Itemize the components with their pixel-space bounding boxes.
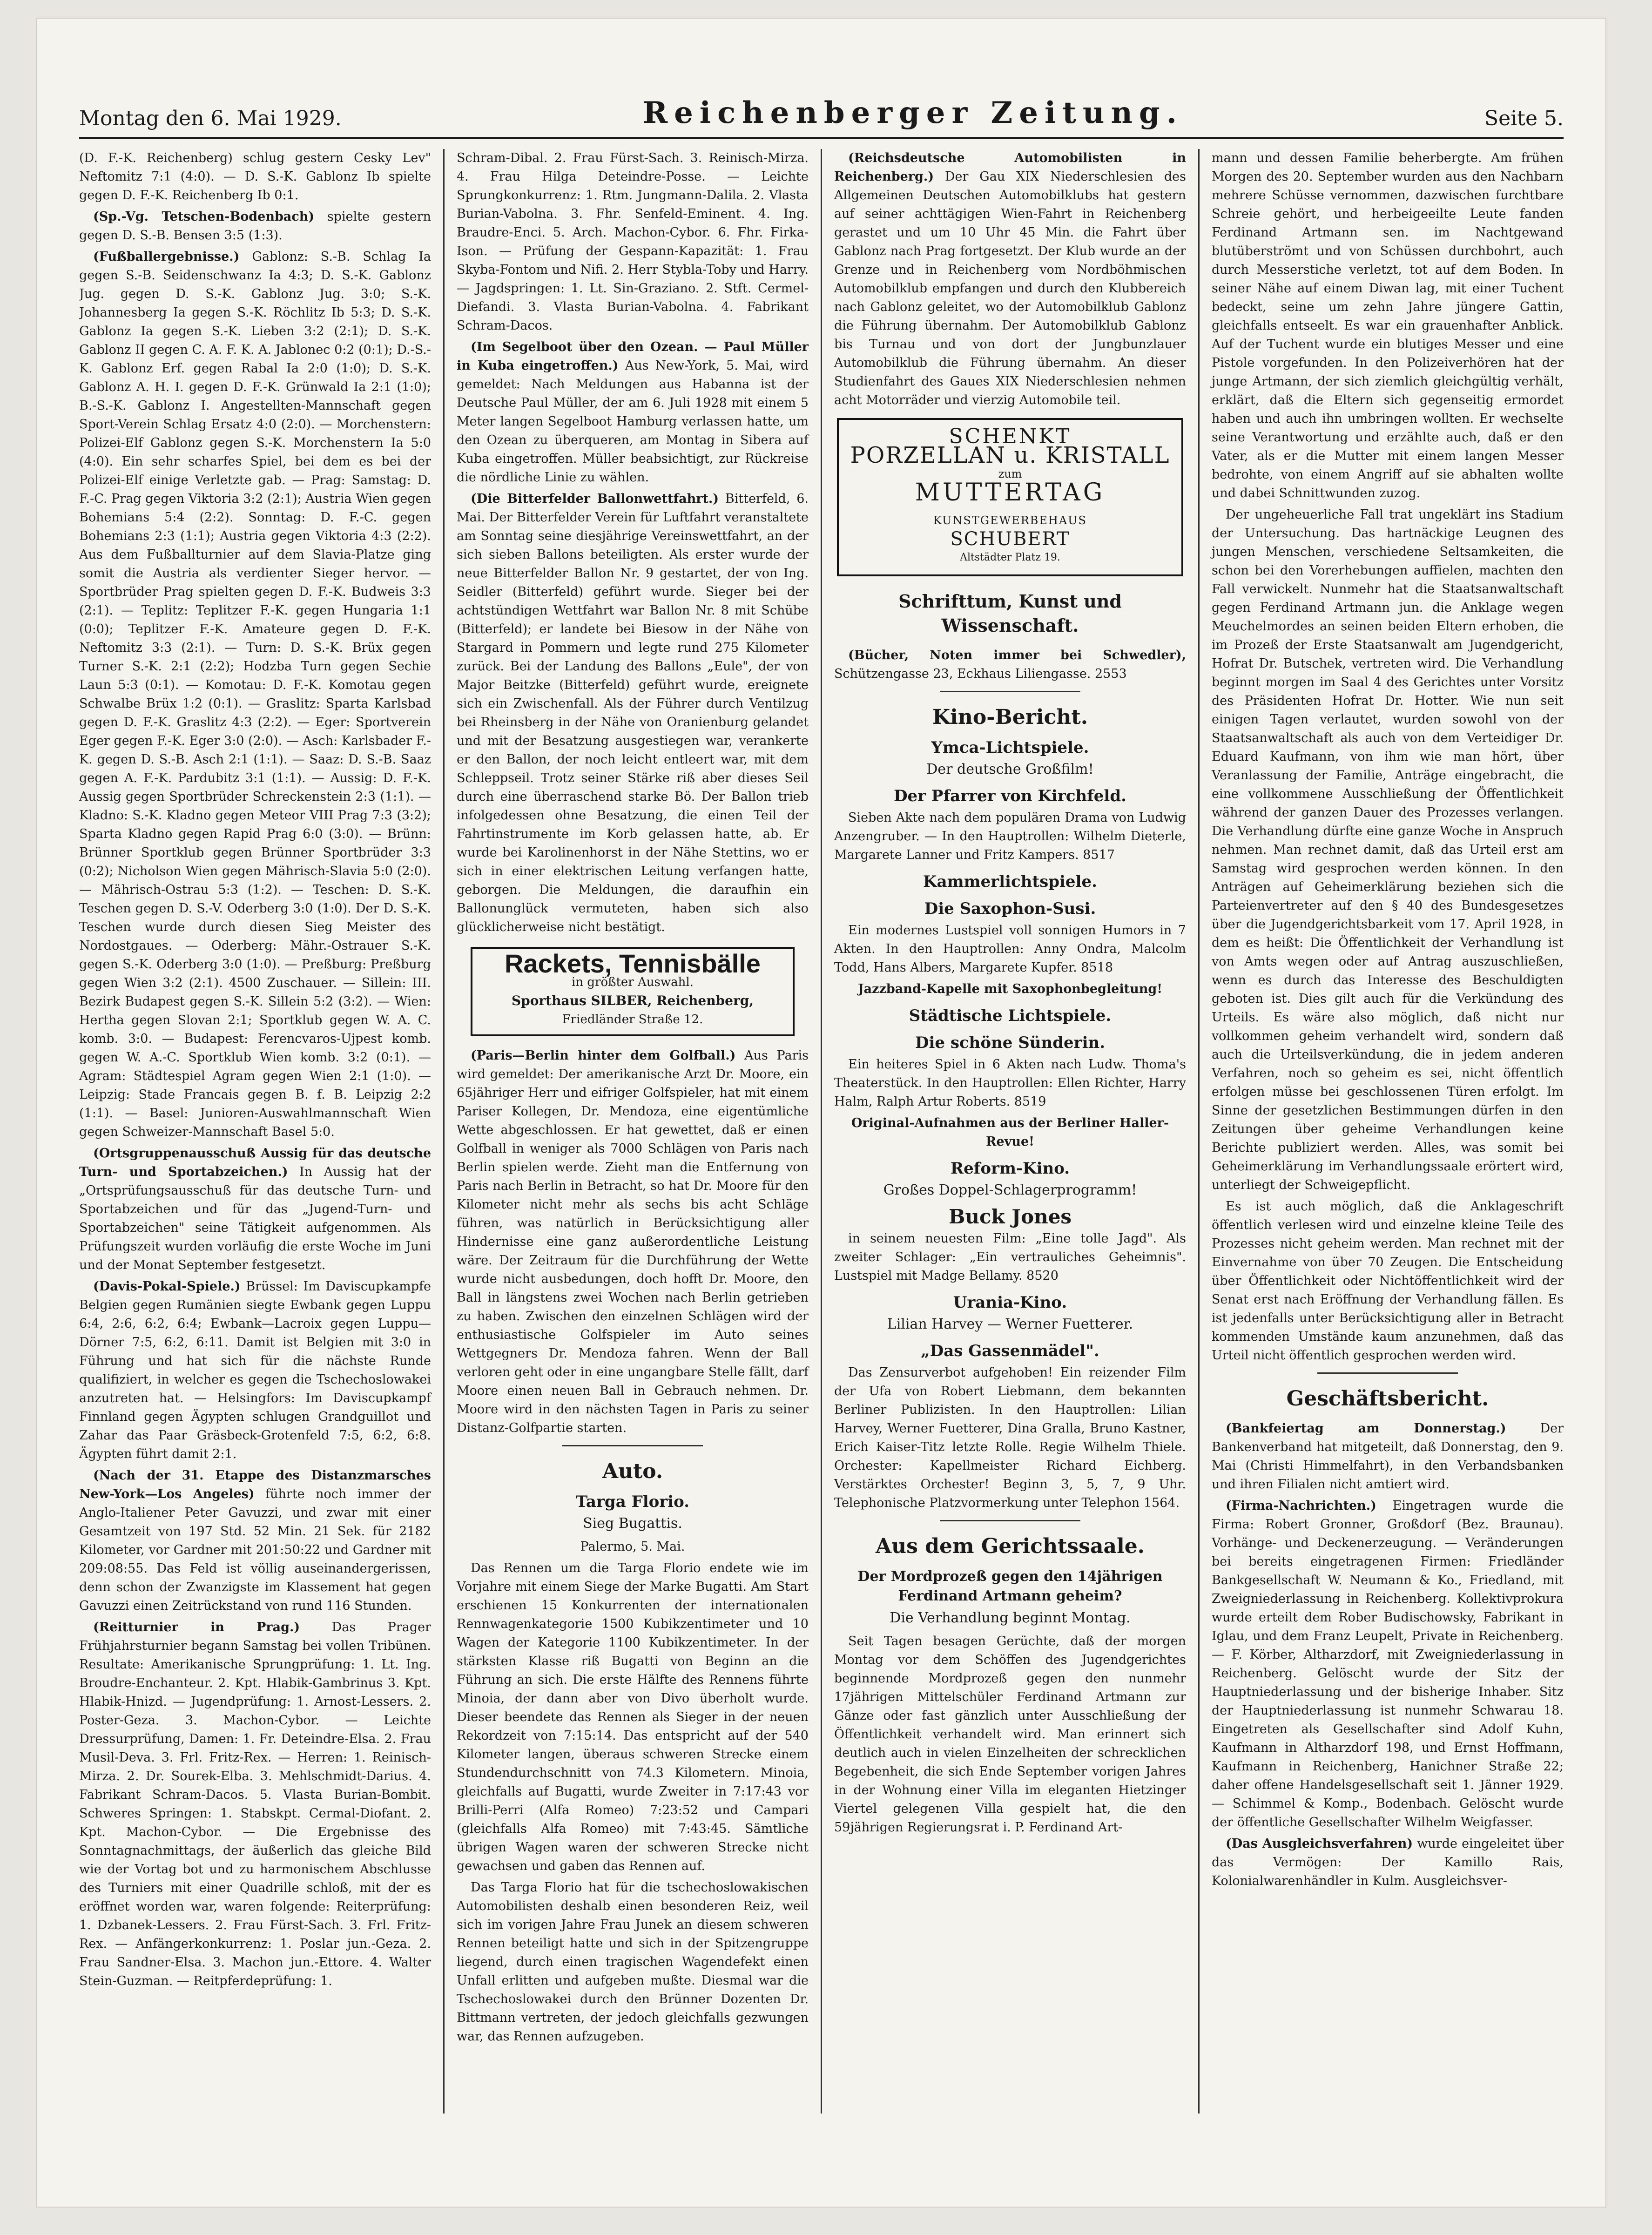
article-lead: (Sp.-Vg. Tetschen-Bodenbach) xyxy=(93,209,315,224)
film-title: Buck Jones xyxy=(948,1205,1072,1228)
article-text: Das Prager Frühjahrsturnier begann Samstag bei vollen Tribünen. Resultate: Amerikanische Sprungprüfung: 1. Lt. Ing. Broudre-Enchanteur. 2. Kpt. Hlabik-Gambrinus 3. Kpt. Hlabik-Hnizd. — Jugendprüfung: 1. Arnost-Lessers. 2. Poster-Geza. 3. Machon-Cybor. — Leichte Dressurprüfung, Damen: 1. Fr. Deteindre-Elsa. 2. Frau Musil-Deva. 3. Frl. Fritz-Rex. — Herren: 1. Reinisch-Mirza. 2. Dr. Sourek-Elba. 3. Mehlschmidt-Darius. 4. Fabrikant Schram-Dacos. 5. Vlasta Burian-Bombit. Schweres Springen: 1. Stabskpt. Cermal-Diofant. 2. Kpt. Machon-Cybor. — Die Ergebnisse des Sonntagnachmittags, der äußerlich das gleiche Bild wie der Vortag bot und zu harmonischem Abschlusse des Turniers mit einer Quadrille schloß, mit der es eröffnet worden war, waren folgende: Reiterprüfung: 1. Dzbanek-Lessers. 2. Frau Fürst-Sach. 3. Frl. Fritz-Rex. — Anfängerkonkurrenz: 1. Poslar jun.-Geza. 2. Frau Sandner-Elsa. 3. Machon jun.-Ettore. 4. Walter Stein-Guzman. — Reitpferdeprüfung: 1. xyxy=(79,1620,431,1988)
article-text: Der Gau XIX Niederschlesien des Allgemeinen Deutschen Automobilklubs hat gestern auf seiner achttägigen Wien-Fahrt in Reichenberg gerastet und um 10 Uhr 45 Min. die Fahrt über Gablonz nach Prag fortgesetzt. Der Klub wurde an der Grenze und in Reichenberg vom Nordböhmischen Automobilklub empfangen und durch den Klubbereich nach Gablonz geleitet, wo der Automobilklub Gablonz die Führung übernahm. Der Automobilklub Gablonz bis Turnau und von dort der Jungbunzlauer Automobilklub die Führung übernahm. An dieser Studienfahrt des Gaues XIX Niederschlesien nehmen acht Motorräder und vierzig Automobile teil. xyxy=(834,169,1186,407)
column-3 xyxy=(821,149,1198,2113)
article-text: Aus Paris wird gemeldet: Der amerikanische Arzt Dr. Moore, ein 65jähriger Herr und eifriger Golfspieler, hat mit einem Pariser Kollegen, Dr. Mendoza, eine eigentümliche Wette abgeschlossen. Er hat gewettet, daß er einen Golfball in weniger als 7000 Schlägen von Paris nach Berlin spielen werde. Zieht man die Entfernung von Paris nach Berlin in Betracht, so hat Dr. Moore für den Kilometer nicht mehr als sechs bis acht Schläge führen, was natürlich in Berücksichtigung aller Hindernisse eine ganz außerordentliche Leistung wäre. Der Zeitraum für die Durchführung der Wette wurde nicht ausbedungen, doch hofft Dr. Moore, den Ball in längstens zwei Wochen nach Berlin getrieben zu haben. Zwischen den einzelnen Schlägen wird der enthusiastische Golfspieler im Auto seines Wettgegners Dr. Mendoza fahren. Wenn der Ball verloren geht oder in eine ungangbare Stelle fällt, darf Moore einen neuen Ball in Gebrauch nehmen. Dr. Moore wird in den nächsten Tagen in Paris zu seiner Distanz-Golfpartie starten. xyxy=(457,1048,809,1435)
article-dateline: Palermo, 5. Mai. xyxy=(580,1540,685,1554)
cinema-name: Reform-Kino. xyxy=(950,1159,1070,1178)
article-paragraph: Das Targa Florio hat für die tschechoslowakischen Automobilisten deshalb einen besonderen Reiz, weil sich im vorigen Jahre Frau Junek an diesem schweren Rennen beteiligt hatte und sich in der Spitzengruppe liegend, durch einen tragischen Wagendefekt einen Unfall erlitten und aufgeben mußte. Diesmal war die Tschechoslowakei durch den Brünner Dozenten Dr. Bittmann vertreten, der jedoch gleichfalls gezwungen war, das Rennen aufzugeben. xyxy=(457,1880,809,2044)
article-lead: (Reichsdeutsche Automobilisten in Reichenberg.) xyxy=(834,151,1186,184)
cinema-text: in seinem neuesten Film: „Eine tolle Jagd". Als zweiter Schlager: „Ein vertrauliches Geheimnis". Lustspiel mit Madge Bellamy. 8520 xyxy=(834,1231,1186,1283)
section-heading-schrifttum: Schrifttum, Kunst und Wissenschaft. xyxy=(898,591,1122,636)
cinema-extra: Jazzband-Kapelle mit Saxophonbegleitung! xyxy=(857,982,1163,996)
section-divider xyxy=(562,1445,703,1446)
section-heading-kino: Kino-Bericht. xyxy=(932,705,1088,729)
article-paragraph: Seit Tagen besagen Gerüchte, daß der morgen Montag vor dem Schöffen des Jugendgerichtes beginnende Mordprozeß gegen den nunmehr 17jährigen Mittelschüler Ferdinand Artmann zur Gänze oder fast gänzlich unter Ausschließung der Öffentlichkeit verhandelt wird. Man erinnert sich deutlich auch in vielen Einzelheiten der schrecklichen Begebenheit, die sich Ende September vorigen Jahres in der Wohnung einer Villa im eleganten Hietzinger Viertel gelegenen Villa gespielt hat, die den 59jährigen Regierungsrat i. P. Ferdinand Art- xyxy=(834,1634,1186,1835)
section-divider xyxy=(940,691,1080,692)
article-lead: (Ortsgruppenausschuß Aussig für das deutsche Turn- und Sportabzeichen.) xyxy=(79,1146,431,1179)
cinema-text: Sieben Akte nach dem populären Drama von Ludwig Anzengruber. — In den Hauptrollen: Wilhelm Dieterle, Margarete Lanner und Fritz Kampers. 8517 xyxy=(834,810,1186,862)
article-text: Der Bankenverband hat mitgeteilt, daß Donnerstag, den 9. Mai (Christi Himmelfahrt), in den Verbandsbanken und ihren Filialen nicht amtiert wird. xyxy=(1212,1421,1564,1492)
article-paragraph xyxy=(1212,1497,1564,1832)
article-paragraph: (D. F.-K. Reichenberg) schlug gestern Cesky Lev" Neftomitz 7:1 (4:0). — D. S.-K. Gablonz Ib spielte gegen D. F.-K. Reichenberg Ib 0:1. xyxy=(79,151,431,203)
article-text: Schützengasse 23, Eckhaus Liliengasse. 2553 xyxy=(834,667,1127,681)
cinema-name: Ymca-Lichtspiele. xyxy=(931,738,1089,757)
article-lead: (Nach der 31. Etappe des Distanzmarsches New-York—Los Angeles) xyxy=(79,1468,431,1501)
article-paragraph xyxy=(79,208,431,245)
ad-line: PORZELLAN u. KRISTALL xyxy=(850,442,1170,468)
film-title: Die schöne Sünderin. xyxy=(915,1033,1106,1052)
article-paragraph xyxy=(79,1277,431,1464)
article-paragraph xyxy=(79,248,431,1141)
article-lead: (Reitturnier in Prag.) xyxy=(93,1620,300,1634)
page-number: Seite 5. xyxy=(1484,107,1564,130)
article-paragraph xyxy=(79,1618,431,1991)
column-1 xyxy=(79,149,443,2113)
article-headline: Der Mordprozeß gegen den 14jährigen Ferdinand Artmann geheim? xyxy=(857,1568,1163,1604)
ad-headline: Rackets, Tennisbälle xyxy=(505,949,761,978)
column-2 xyxy=(443,149,821,2113)
article-lead: (Firma-Nachrichten.) xyxy=(1226,1499,1376,1513)
film-title: Der Pfarrer von Kirchfeld. xyxy=(894,787,1126,805)
article-paragraph: Es ist auch möglich, daß die Anklageschrift öffentlich verlesen wird und einzelne kleine Teile des Prozesses nicht geheim werden. Man rechnet mit der Einvernahme von über 70 Zeugen. Die Entscheidung über Öffentlichkeit oder Nichtöffentlichkeit wird der Senat erst nach Eröffnung der Verhandlung fällen. Es ist jedenfalls unter Berücksichtigung aller in Betracht kommenden Umstände kaum anzunehmen, daß das Urteil nicht öffentlich gesprochen werden wird. xyxy=(1212,1199,1564,1363)
cinema-text: Ein modernes Lustspiel voll sonnigen Humors in 7 Akten. In den Hauptrollen: Anny Ondra, Malcolm Todd, Hans Albers, Margarete Kupfer. 8518 xyxy=(834,923,1186,975)
cinema-name: Urania-Kino. xyxy=(953,1293,1067,1312)
cinema-text: Ein heiteres Spiel in 6 Akten nach Ludw. Thoma's Theaterstück. In den Hauptrollen: Ellen Richter, Harry Halm, Ralph Artur Roberts. 8519 xyxy=(834,1057,1186,1109)
ad-subtitle: in größter Auswahl. xyxy=(572,975,694,989)
article-paragraph xyxy=(457,490,809,937)
article-paragraph xyxy=(834,646,1186,683)
ad-line: SCHUBERT xyxy=(950,528,1070,550)
article-paragraph xyxy=(79,1466,431,1615)
ad-line: zum xyxy=(998,467,1022,480)
muttertag-advertisement xyxy=(837,418,1183,576)
cinema-name: Städtische Lichtspiele. xyxy=(909,1006,1112,1025)
article-lead: (Fußballergebnisse.) xyxy=(93,250,240,264)
cinema-text: Das Zensurverbot aufgehoben! Ein reizender Film der Ufa von Robert Liebmann, dem bekannten Berliner Publizisten. In den Hauptrollen: Lilian Harvey, Werner Fuetterer, Dina Gralla, Bruno Kastner, Erich Kaiser-Titz letzte Rolle. Regie Wilhelm Thiele. Orchester: Kapellmeister Richard Eichberg. Verstärktes Orchester! Beginn 3, 5, 7, 9 Uhr. Telephonische Platzvormerkung unter Telephon 1564. xyxy=(834,1365,1186,1510)
article-text: In Aussig hat der „Ortsprüfungsausschuß für das deutsche Turn- und Sportabzeichen und für das „Jugend-Turn- und Sportabzeichen" seine Tätigkeit aufgenommen. Als Prüfungszeit wurden vorläufig die erste Woche im Juni und der Monat September festgesetzt. xyxy=(79,1165,431,1272)
cinema-subtitle: Großes Doppel-Schlagerprogramm! xyxy=(883,1182,1137,1198)
rackets-advertisement xyxy=(471,947,795,1036)
article-lead: (Bankfeiertag am Donnerstag.) xyxy=(1226,1421,1506,1436)
article-paragraph xyxy=(1212,1835,1564,1891)
film-title: „Das Gassenmädel". xyxy=(921,1342,1099,1360)
article-lead: (Die Bitterfelder Ballonwettfahrt.) xyxy=(471,492,719,506)
article-text: spielte gestern gegen D. S.-B. Bensen 3:5 (1:3). xyxy=(79,209,431,243)
article-paragraph xyxy=(457,1047,809,1438)
ad-address: Friedländer Straße 12. xyxy=(562,1013,703,1026)
article-paragraph: Schram-Dibal. 2. Frau Fürst-Sach. 3. Reinisch-Mirza. 4. Frau Hilga Deteindre-Posse. — Leichte Sprungkonkurrenz: 1. Rtm. Jungmann-Dalila. 2. Vlasta Burian-Vabolna. 3. Fhr. Senfeld-Eminent. 4. Ing. Braudre-Enci. 5. Arch. Machon-Cybor. 6. Fhr. Firka-Ison. — Prüfung der Gespann-Kapazität: 1. Frau Skyba-Fontom und Nifi. 2. Herr Stybla-Toby und Harry. — Jagdspringen: 1. Lt. Sin-Graziano. 2. Stft. Cermel-Diefandi. 3. Vlasta Burian-Vabolna. 4. Fabrikant Schram-Dacos. xyxy=(457,151,809,333)
article-paragraph: Der ungeheuerliche Fall trat ungeklärt ins Stadium der Untersuchung. Das hartnäckige Leugnen des jungen Menschen, verschiedene Seltsamkeiten, die schon bei den Vorerhebungen auffielen, machten den Fall verwickelt. Nunmehr hat die Staatsanwaltschaft gegen Ferdinand Artmann jun. die Anklage wegen Meuchelmordes an seinen beiden Eltern erhoben, die im Prozeß der Erste Staatsanwalt am Jugendgericht, Hofrat Dr. Butschek, vertreten wird. Die Verhandlung beginnt morgen im Saal 4 des Gerichtes unter Vorsitz des Präsidenten Hofrat Dr. Hotter. Wie nun seit einigen Tagen verlautet, wurden sowohl von der Staatsanwaltschaft als auch von dem Verteidiger Dr. Eduard Kaufmann, von ihm wie man hört, über Veranlassung der Familie, Anträge eingebracht, die eine vollkommene Ausschließung der Öffentlichkeit während der ganzen Dauer des Prozesses verlangen. Die Verhandlung dürfte eine ganze Woche in Anspruch nehmen. Man rechnet damit, daß das Urteil erst am Samstag wird gesprochen werden können. In den Anträgen auf Geheimerklärung beziehen sich die Parteienvertreter auf den § 40 des Bundesgesetzes über die Jugendgerichtsbarkeit vom 17. April 1928, in dem es heißt: Die Öffentlichkeit der Verhandlung ist von Amts wegen oder auf Antrag auszuschließen, wenn es durch das Interesse des Beschuldigten geboten ist. Dies gilt auch für die Verkündung des Urteils. Es wäre also möglich, daß nicht nur vollkommen geheim verhandelt wird, sondern daß auch die Urteilsverkündung, die in jedem anderen Verfahren, noch so geheim es sei, nicht öffentlich erfolgen müsse bei geschlossenen Türen erfolgt. Im Sinne der gesetzlichen Bestimmungen dürfen in den Zeitungen über geheime Verhandlungen keine Berichte publiziert werden. Alles, was somit bei Geheimerklärung im Verhandlungssaale erörtert wird, unterliegt der Schweigepflicht. xyxy=(1212,507,1564,1192)
issue-date: Montag den 6. Mai 1929. xyxy=(79,107,342,130)
masthead xyxy=(79,74,1564,139)
section-heading-auto: Auto. xyxy=(602,1459,663,1483)
article-lead: (Paris—Berlin hinter dem Golfball.) xyxy=(471,1048,736,1063)
article-subheadline: Die Verhandlung beginnt Montag. xyxy=(890,1610,1131,1626)
article-paragraph xyxy=(457,338,809,487)
article-subheadline: Sieg Bugattis. xyxy=(583,1515,682,1532)
ad-line: Altstädter Platz 19. xyxy=(960,552,1060,563)
article-paragraph xyxy=(79,1144,431,1275)
article-text: Brüssel: Im Daviscupkampfe Belgien gegen Rumänien siegte Ewbank gegen Luppu 6:4, 2:6, 6:2, 6:4; Ewbank—Lacroix gegen Luppu—Dörner 7:5, 6:2, 6:11. Damit ist Belgien mit 3:0 in Führung und hat sich für die nächste Runde qualifiziert, in welcher es gegen die Tschechoslowakei anzutreten hat. — Helsingfors: Im Daviscupkampf Finnland gegen Ägypten schlugen Grandguillot und Zahar das Paar Gräsbeck-Grotenfeld 7:5, 6:2, 6:8. Ägypten führt damit 2:1. xyxy=(79,1279,431,1461)
article-text: wurde eingeleitet über das Vermögen: Der Kamillo Rais, Kolonialwarenhändler in Kulm. Ausgleichsver- xyxy=(1212,1837,1564,1888)
ad-line: SCHENKT xyxy=(949,425,1072,448)
section-divider xyxy=(1317,1372,1458,1374)
article-text: Bitterfeld, 6. Mai. Der Bitterfelder Verein für Luftfahrt veranstaltete am Sonntag seine diesjährige Vereinswettfahrt, an der sich sieben Ballons beteiligten. Als erster wurde der neue Bitterfelder Ballon Nr. 9 gestartet, der von Ing. Seidler (Bitterfeld) geführt wurde. Sieger bei der achtstündigen Wettfahrt war Ballon Nr. 8 mit Schübe (Bitterfeld); er landete bei Biesow in der Nähe von Stargard in Pommern und legte rund 275 Kilometer zurück. Bei der Landung des Ballons „Eule", der von Major Beitzke (Bitterfeld) geführt wurde, ereignete sich ein Zwischenfall. Als der Führer durch Ventilzug bei Rheinsberg in der Nähe von Oranienburg gelandet und mit der Besatzung ausgestiegen war, verankerte er den Ballon, der noch leicht entleert war, mit dem Schleppseil. Trotz seiner Stärke riß aber dieses Seil durch eine überraschend starke Bö. Der Ballon trieb infolgedessen ohne Besatzung, die einen Teil der Fahrtinstrumente im Korb gelassen hatte, ab. Er wurde bei Karolinenhorst in der Nähe Stettins, wo er sich in einer elektrischen Leitung verfangen hatte, geborgen. Die Meldungen, die daraufhin ein Ballonunglück vermuteten, haben sich also glücklicherweise nicht bestätigt. xyxy=(457,492,809,934)
cinema-name: Kammerlichtspiele. xyxy=(923,872,1097,891)
newspaper-page xyxy=(37,19,1605,2207)
article-paragraph xyxy=(1212,1419,1564,1494)
section-heading-geschaeft: Geschäftsbericht. xyxy=(1286,1387,1489,1411)
column-4 xyxy=(1198,149,1564,2113)
article-lead: (Im Segelboot über den Ozean. — Paul Müller in Kuba eingetroffen.) xyxy=(457,340,809,373)
cinema-subtitle: Der deutsche Großfilm! xyxy=(926,761,1094,777)
ad-line: KUNSTGEWERBEHAUS xyxy=(933,514,1087,527)
ad-line: MUTTERTAG xyxy=(915,479,1106,506)
section-heading-gericht: Aus dem Gerichtssaale. xyxy=(875,1534,1145,1558)
article-paragraph: mann und dessen Familie beherbergte. Am frühen Morgen des 20. September wurden aus den Nachbarn mehrere Schüsse vernommen, dazwischen furchtbare Schreie gehört, und herbeigeeilte Leute fanden Ferdinand Artmann sen. im Nachtgewand blutüberströmt und von Schüssen durchbohrt, auch durch Messerstiche verletzt, tot auf dem Boden. In seiner Nähe auf einem Diwan lag, mit einer Tuchent bedeckt, seine um zehn Jahre jüngere Gattin, gleichfalls entseelt. Es war ein grauenhafter Anblick. Auf der Tuchent wurde ein blutiges Messer und eine Pistole vorgefunden. In den Polizeiverhören hat der junge Artmann, der sich ziemlich gleichgültig verhält, erklärt, daß die Eltern sich gegenseitig ermordet haben und auch ihn umbringen wollten. Er wechselte seine Verantwortung und erzählte auch, daß er den Vater, als er die Mutter mit einem langen Messer bedrohte, von einem Angriff auf sie abhalten wollte und dabei Schnittwunden zuzog. xyxy=(1212,151,1564,500)
article-lead: (Davis-Pokal-Spiele.) xyxy=(93,1279,241,1294)
article-text: führte noch immer der Anglo-Italiener Peter Gavuzzi, und zwar mit einer Gesamtzeit von 197 Std. 52 Min. 21 Sek. für 2182 Kilometer, vor Gardner mit 201:50:22 und Gardner mit 209:08:55. Das Feld ist völlig auseinandergerissen, denn schon der Zwanzigste im Klassement hat gegen Gavuzzi einen Zeitrückstand von rund 116 Stunden. xyxy=(79,1487,431,1613)
article-text: Gablonz: S.-B. Schlag Ia gegen S.-B. Seidenschwanz Ia 4:3; D. S.-K. Gablonz Jug. gegen D. S.-K. Gablonz Jug. 3:0; S.-K. Johannesberg Ia gegen S.-K. Röchlitz Ib 5:3; D. S.-K. Gablonz Ia gegen S.-K. Lieben 3:2 (2:1); D. S.-K. Gablonz II gegen C. A. F. K. A. Jablonec 0:2 (0:1); D.-S.-K. Gablonz Erf. gegen Rabal Ia 2:0 (1:0); D. S.-K. Gablonz A. H. I. gegen D. F.-K. Grünwald Ia 2:1 (1:0); B.-S.-K. Gablonz I. Angestellten-Mannschaft gegen Sport-Verein Schlag Ersatz 4:0 (2:0). — Morchenstern: Polizei-Elf Gablonz gegen S.-K. Morchenstern Ia 5:0 (4:0). Ein sehr scharfes Spiel, bei dem es bei der Polizei-Elf einige Verletzte gab. — Prag: Samstag: D. F.-C. Prag gegen Viktoria 3:2 (2:1); Austria Wien gegen Bohemians 5:4 (2:2). Sonntag: D. F.-C. gegen Bohemians 2:3 (1:1); Austria gegen Viktoria 4:3 (2:2). Aus dem Fußballturnier auf dem Slavia-Platze ging somit die Austria als verdienter Sieger hervor. — Sportbrüder Prag spielten gegen D. F.-K. Budweis 3:3 (2:1). — Teplitz: Teplitzer F.-K. gegen Hungaria 1:1 (0:0); Teplitzer F.-K. Amateure gegen D. F.-K. Neftomitz 3:3 (2:1). — Turn: D. S.-K. Brüx gegen Turner S.-K. 2:1 (2:2); Hodzba Turn gegen Sechie Laun 5:3 (0:1). — Komotau: D. F.-K. Komotau gegen Schwalbe Brüx 1:2 (0:1). — Graslitz: Sparta Karlsbad gegen D. F.-K. Graslitz 4:3 (2:2). — Eger: Sportverein Eger gegen F.-K. Eger 3:0 (2:0). — Asch: Karlsbader F.-K. gegen D. S.-B. Asch 2:1 (1:1). — Saaz: D. S.-B. Saaz gegen A. F.-K. Pardubitz 3:1 (1:1). — Aussig: D. F.-K. Aussig gegen Sportbrüder Schreckenstein 2:3 (1:1). — Kladno: S.-K. Kladno gegen Meteor VIII Prag 7:3 (3:2); Sparta Kladno gegen Rapid Prag 6:0 (3:0). — Brünn: Brünner Sportklub gegen Brünner Sportbrüder 3:3 (0:2); Nicholson Wien gegen Mährisch-Slavia 5:0 (2:0). — Mährisch-Ostrau 5:3 (1:2). — Teschen: D. S.-K. Teschen gegen D. S.-V. Oderberg 3:0 (1:0). Der D. S.-K. Teschen wurde durch diesen Sieg Meister des Nordostgaues. — Oderberg: Mähr.-Ostrauer S.-K. gegen S.-K. Oderberg 3:0 (1:0). — Preßburg: Preßburg gegen Wien 3:2 (2:1). 4500 Zuschauer. — Sillein: III. Bezirk Budapest gegen S.-K. Sillein 5:2 (3:2). — Wien: Hertha gegen Slovan 2:1; Sportklub gegen W. A. C. komb. 3:0. — Budapest: Ferencvaros-Ujpest komb. gegen W. A.-C. Sportklub Wien komb. 3:2 (0:1). — Agram: Städtespiel Agram gegen Wien 2:1 (1:0). — Leipzig: Stade Francais gegen B. f. B. Leipzig 2:2 (1:1). — Basel: Junioren-Auswahlmannschaft Wien gegen Schweizer-Mannschaft Basel 5:0. xyxy=(79,250,432,1139)
article-paragraph xyxy=(834,149,1186,410)
article-headline: Targa Florio. xyxy=(575,1492,690,1511)
newspaper-title: Reichenberger Zeitung. xyxy=(642,95,1183,130)
article-lead: (Bücher, Noten immer bei Schwedler), xyxy=(848,648,1186,662)
columns xyxy=(79,149,1564,2113)
article-lead: (Das Ausgleichsverfahren) xyxy=(1226,1837,1413,1851)
ad-shop-name: Sporthaus SILBER, Reichenberg, xyxy=(511,993,754,1008)
section-divider xyxy=(940,1520,1080,1521)
cinema-extra: Original-Aufnahmen aus der Berliner Haller-Revue! xyxy=(851,1116,1169,1149)
article-text: Aus New-York, 5. Mai, wird gemeldet: Nach Meldungen aus Habanna ist der Deutsche Paul Müller, der am 6. Juli 1928 mit einem 5 Meter langen Segelboot Hamburg verlassen hatte, um den Ozean zu überqueren, am Montag in Sibera auf Kuba eingetroffen. Müller beabsichtigt, zur Rückreise die nördliche Linie zu wählen. xyxy=(457,358,809,485)
article-text: Eingetragen wurde die Firma: Robert Gronner, Großdorf (Bez. Braunau). Vorhänge- und Deckenerzeugung. — Veränderungen bei bereits eingetragenen Firmen: Friedländer Bankgesellschaft W. Neumann & Ko., Friedland, mit Zweigniederlassung in Reichenberg. Kollektivprokura wurde erteilt dem Rober Budischowsky, Fabrikant in Iglau, und dem Franz Leupelt, Private in Reichenberg. — F. Körber, Altharzdorf, mit Zweigniederlassung in Reichenberg. Gelöscht wurde der Sitz der Hauptniederlassung und der bisherige Inhaber. Sitz der Hauptniederlassung ist nunmehr Schwarau 18. Eingetreten als Gesellschafter sind Adolf Kuhn, Kaufmann in Altharzdorf 198, und Ernst Hoffmann, Kaufmann in Reichenberg, Hanichner Straße 22; daher offene Handelsgesellschaft seit 1. Jänner 1929. — Schimmel & Komp., Bodenbach. Gelöscht wurde der öffentliche Gesellschafter Wilhelm Weigfasser. xyxy=(1212,1499,1564,1830)
film-title: Die Saxophon-Susi. xyxy=(924,899,1096,918)
cinema-subtitle: Lilian Harvey — Werner Fuetterer. xyxy=(887,1316,1133,1332)
article-paragraph: Das Rennen um die Targa Florio endete wie im Vorjahre mit einem Siege der Marke Bugatti. Am Start erschienen 15 Konkurrenten der internationalen Rennwagenkategorie 1500 Kubikzentimeter und 10 Wagen der Kategorie 1100 Kubikzentimeter. In der stärksten Klasse riß Bugatti von Beginn an die Führung an sich. Die erste Hälfte des Rennens führte Minoia, der dann aber von Divo überholt wurde. Dieser beendete das Rennen als Sieger in der neuen Rekordzeit von 7:15:14. Das entspricht auf der 540 Kilometer langen, überaus schweren Strecke einem Stundendurchschnitt von 74.3 Kilometern. Minoia, gleichfalls auf Bugatti, wurde Zweiter in 7:17:43 vor Brilli-Perri (Alfa Romeo) 7:23:52 und Campari (gleichfalls Alfa Romeo) mit 7:43:45. Sämtliche übrigen Wagen waren der schweren Strecke nicht gewachsen und gaben das Rennen auf. xyxy=(457,1561,809,1873)
